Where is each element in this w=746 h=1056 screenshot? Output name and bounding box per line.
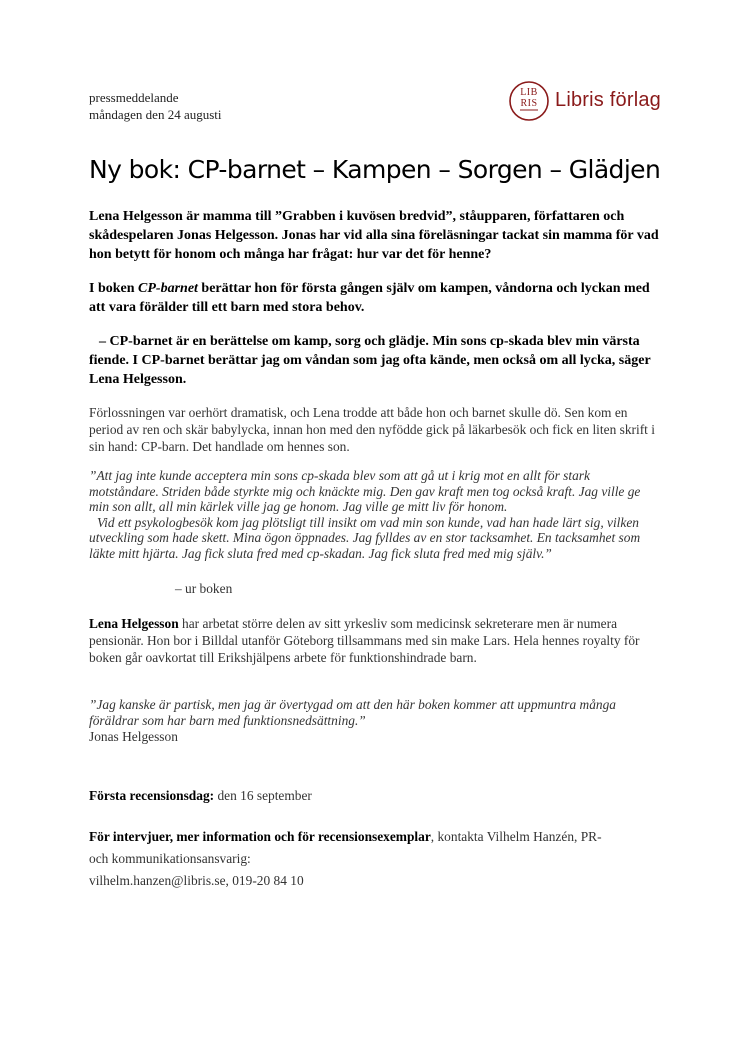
- publisher-name: Libris förlag: [555, 89, 661, 111]
- lead-paragraph-2: [89, 279, 659, 317]
- review-date-label: Första recensionsdag:: [89, 788, 215, 803]
- contact-label: För intervjuer, mer information och för recensionsexemplar: [89, 829, 431, 844]
- svg-text:LIB: LIB: [520, 87, 538, 98]
- author-paragraph: [89, 615, 659, 666]
- book-quote-part-2: Vid ett psykologbesök kom jag plötsligt till insikt om vad min son kunde, vad han hade lärt sig, vilken utveckling som hade skett. Mina ögon öppnades. Jag fylldes av en stor tacksamhet. En tacksamhet som läkte mitt hjärta. Jag fick sluta fred med cp-skadan. Jag fick sluta fred med mig själv.”: [89, 514, 641, 561]
- svg-text:RIS: RIS: [520, 98, 538, 109]
- page-title: Ny bok: CP-barnet – Kampen – Sorgen – Glädjen: [89, 155, 661, 184]
- document-type-label: pressmeddelande: [89, 90, 179, 105]
- contact-block: [89, 826, 659, 892]
- book-quote-part-1: ”Att jag inte kunde acceptera min sons cp-skada blev som att gå ut i krig mot en allt för stark motståndare. Striden både styrkte mig och knäckte mig. Den gav kraft men tog också kraft. Jag ville ge min son allt, all min kärlek ville jag ge honom. Jag ville ge mitt liv för honom.: [89, 468, 641, 514]
- contact-text: , kontakta Vilhelm Hanzén, PR-: [430, 829, 602, 844]
- author-name: Lena Helgesson: [89, 616, 179, 631]
- contact-line-1: [89, 826, 659, 848]
- libris-logo: [509, 79, 669, 123]
- review-date: [89, 786, 659, 805]
- endorsement-author: Jonas Helgesson: [89, 729, 178, 744]
- body-paragraph-1: Förlossningen var oerhört dramatisk, och Lena trodde att både hon och barnet skulle dö. Sen kom en period av ren och skär babylycka, innan hon med den nyfödde gick på läkarbesök och fick en liten skrift i sin hand: CP-barn. Det handlade om hennes son.: [89, 405, 655, 454]
- quote-source: – ur boken: [175, 581, 233, 596]
- contact-details: vilhelm.hanzen@libris.se, 019-20 84 10: [89, 873, 304, 888]
- libris-logo-mark: [509, 79, 551, 123]
- header-meta: [89, 89, 222, 123]
- book-title: CP-barnet: [138, 281, 198, 296]
- author-bio: har arbetat större delen av sitt yrkesliv som medicinsk sekreterare men är numera pensionär. Hon bor i Billdal utanför Göteborg tillsammans med sin make Lars. Hela hennes royalty för boken går oavkortat till Erikshjälpens arbete för funktionshindrade barn.: [89, 616, 640, 665]
- review-date-value: den 16 september: [214, 788, 312, 803]
- document-date: måndagen den 24 augusti: [89, 107, 222, 122]
- lead-paragraph-1: Lena Helgesson är mamma till ”Grabben i kuvösen bredvid”, ståupparen, författaren och skådespelaren Jonas Helgesson. Jonas har vid alla sina föreläsningar tackat sin mamma för vad hon betytt för honom och många har frågat: hur var det för henne?: [89, 209, 659, 262]
- lead2-pre: I boken: [89, 281, 139, 296]
- lead-paragraph-3: – CP-barnet är en berättelse om kamp, sorg och glädje. Min sons cp-skada blev min värsta fiende. I CP-barnet berättar jag om våndan som jag ofta kände, men också om all lycka, säger Lena Helgesson.: [89, 334, 651, 387]
- endorsement-quote: ”Jag kanske är partisk, men jag är övertygad om att den här boken kommer att uppmuntra många föräldrar som har barn med funktionsnedsättning.”: [89, 697, 617, 728]
- contact-line-2: och kommunikationsansvarig:: [89, 851, 251, 866]
- book-quote: [89, 468, 659, 561]
- endorsement: [89, 697, 659, 745]
- lead2-post: berättar hon för första gången själv om kampen, våndorna och lyckan med att vara förälder till ett barn med stora behov.: [89, 281, 650, 315]
